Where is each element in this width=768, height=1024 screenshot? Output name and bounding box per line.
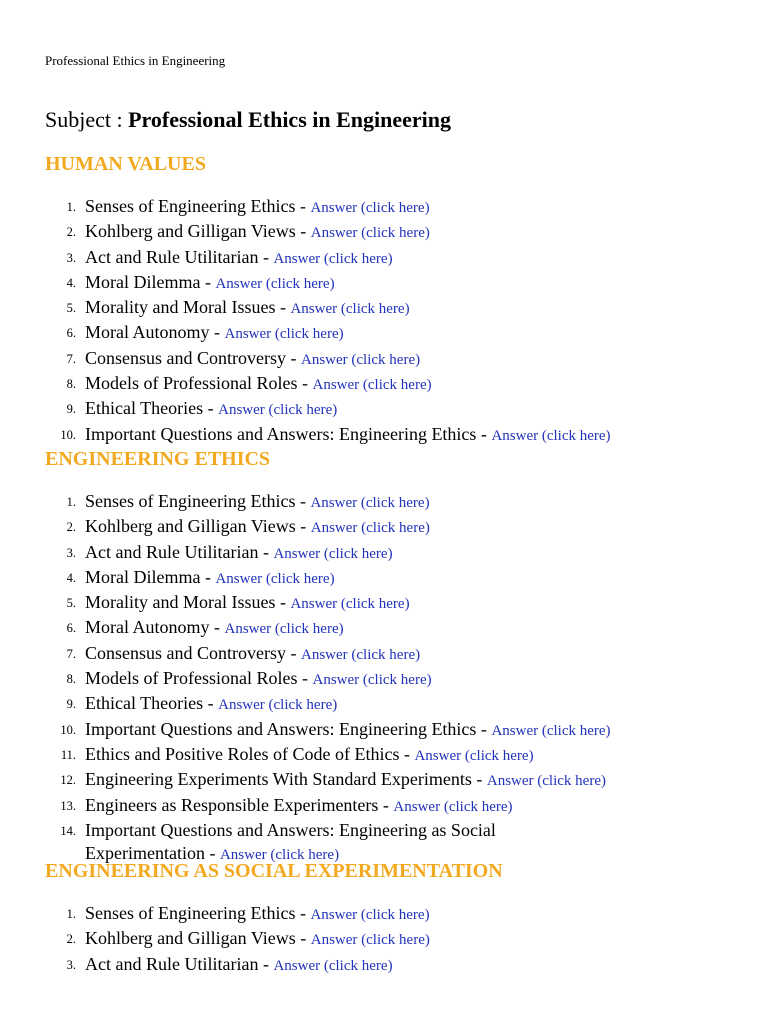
list-item-number: 10. xyxy=(60,427,76,442)
answer-link[interactable]: Answer (click here) xyxy=(312,672,432,689)
list-item-title: Important Questions and Answers: Engineering Ethics - xyxy=(85,718,492,739)
list-item xyxy=(0,195,768,220)
list-item-number: 2. xyxy=(66,932,76,947)
section-heading-human-values: HUMAN VALUES xyxy=(45,153,206,175)
answer-link[interactable]: Answer (click here) xyxy=(224,621,344,638)
list-item xyxy=(0,616,768,641)
list-item-number: 3. xyxy=(66,957,76,972)
list-item-title: Moral Dilemma - xyxy=(85,271,216,292)
list-item xyxy=(0,743,768,768)
answer-link[interactable]: Answer (click here) xyxy=(393,798,513,815)
list-item xyxy=(0,321,768,346)
answer-link[interactable]: Answer (click here) xyxy=(310,225,430,242)
list-item-title: Ethics and Positive Roles of Code of Ethics - xyxy=(85,743,415,764)
answer-link[interactable]: Answer (click here) xyxy=(218,402,338,419)
list-item-number: 2. xyxy=(66,520,76,535)
answer-link[interactable]: Answer (click here) xyxy=(215,570,335,587)
list-item-number: 1. xyxy=(66,200,76,214)
list-item-number: 7. xyxy=(66,646,76,661)
list-item-number: 12. xyxy=(60,773,76,788)
answer-link[interactable]: Answer (click here) xyxy=(491,722,611,739)
list-item-title: Important Questions and Answers: Engineering Ethics - xyxy=(85,423,492,444)
section-heading-engineering-as-social-experimentation: ENGINEERING AS SOCIAL EXPERIMENTATION xyxy=(45,860,503,882)
list-item-title: Engineering Experiments With Standard Experiments - xyxy=(85,769,487,790)
list-item-number: 3. xyxy=(66,545,76,560)
list-item xyxy=(0,220,768,245)
answer-link[interactable]: Answer (click here) xyxy=(218,697,338,714)
list-item-number: 3. xyxy=(66,250,76,265)
list-item-title: Engineers as Responsible Experimenters - xyxy=(85,794,394,815)
list-item-number: 1. xyxy=(66,495,76,509)
list-item-number: 1. xyxy=(66,907,76,921)
list-item-number: 8. xyxy=(66,672,76,687)
list-item-title: Models of Professional Roles - xyxy=(85,373,313,394)
list-item-title: Consensus and Controversy - xyxy=(85,642,301,663)
list-item xyxy=(0,692,768,717)
list-item-title: Morality and Moral Issues - xyxy=(85,592,291,613)
list-item xyxy=(0,372,768,397)
answer-link[interactable]: Answer (click here) xyxy=(310,200,430,216)
list-item-title: Act and Rule Utilitarian - xyxy=(85,246,274,267)
subject-name: Professional Ethics in Engineering xyxy=(128,107,452,132)
list-item-number: 6. xyxy=(66,621,76,636)
list-item-number: 4. xyxy=(66,570,76,585)
list-item xyxy=(0,768,768,793)
list-item-number: 4. xyxy=(66,275,76,290)
list-item-title: Act and Rule Utilitarian - xyxy=(85,541,274,562)
list-item xyxy=(0,246,768,271)
answer-link[interactable]: Answer (click here) xyxy=(300,351,421,368)
list-item-title: Kohlberg and Gilligan Views - xyxy=(85,516,311,537)
list-item xyxy=(0,902,768,927)
topic-list-engineering-ethics xyxy=(0,490,768,867)
list-item-number: 5. xyxy=(66,596,76,611)
list-item xyxy=(0,271,768,296)
list-item xyxy=(0,490,768,515)
answer-link[interactable]: Answer (click here) xyxy=(273,545,393,562)
topic-list-human-values xyxy=(0,195,768,448)
list-item-number: 9. xyxy=(66,697,76,712)
list-item-number: 7. xyxy=(66,351,76,366)
list-item-number: 13. xyxy=(60,798,76,813)
answer-link[interactable]: Answer (click here) xyxy=(300,646,421,663)
answer-link[interactable]: Answer (click here) xyxy=(310,932,430,949)
list-item xyxy=(0,718,768,743)
list-item-title: Act and Rule Utilitarian - xyxy=(85,953,274,974)
answer-link[interactable]: Answer (click here) xyxy=(219,847,340,864)
answer-link[interactable]: Answer (click here) xyxy=(310,520,430,537)
list-item xyxy=(0,642,768,667)
list-item xyxy=(0,397,768,422)
list-item-number: 2. xyxy=(66,225,76,240)
list-item-title: Kohlberg and Gilligan Views - xyxy=(85,221,311,242)
list-item-number: 8. xyxy=(66,377,76,392)
answer-link[interactable]: Answer (click here) xyxy=(312,377,432,394)
answer-link[interactable]: Answer (click here) xyxy=(310,907,430,923)
list-item xyxy=(0,296,768,321)
answer-link[interactable]: Answer (click here) xyxy=(215,275,335,292)
answer-link[interactable]: Answer (click here) xyxy=(290,596,410,613)
list-item-title: Morality and Moral Issues - xyxy=(85,297,291,318)
list-item xyxy=(0,591,768,616)
list-item-number: 6. xyxy=(66,326,76,341)
list-item xyxy=(0,953,768,978)
list-item xyxy=(0,566,768,591)
list-item-title: Senses of Engineering Ethics - xyxy=(85,491,311,511)
list-item xyxy=(0,927,768,952)
answer-link[interactable]: Answer (click here) xyxy=(414,747,534,764)
list-item-number: 9. xyxy=(66,402,76,417)
list-item-number: 14. xyxy=(60,823,76,838)
list-item xyxy=(0,667,768,692)
list-item xyxy=(0,515,768,540)
answer-link[interactable]: Answer (click here) xyxy=(273,957,393,974)
subject-line xyxy=(45,106,451,134)
list-item-title: Kohlberg and Gilligan Views - xyxy=(85,928,311,949)
list-item-title: Senses of Engineering Ethics - xyxy=(85,196,311,216)
list-item-title: Consensus and Controversy - xyxy=(85,347,301,368)
answer-link[interactable]: Answer (click here) xyxy=(290,301,410,318)
list-item-number: 10. xyxy=(60,722,76,737)
list-item xyxy=(0,794,768,819)
list-item xyxy=(0,541,768,566)
answer-link[interactable]: Answer (click here) xyxy=(310,495,430,511)
list-item-title: Moral Dilemma - xyxy=(85,566,216,587)
list-item xyxy=(0,347,768,372)
list-item xyxy=(0,423,768,448)
list-item-title: Important Questions and Answers: Engineering as Social Experimentation - xyxy=(85,819,496,864)
list-item-number: 11. xyxy=(60,747,76,762)
list-item-title: Moral Autonomy - xyxy=(85,322,225,343)
list-item-title: Moral Autonomy - xyxy=(85,617,225,638)
answer-link[interactable]: Answer (click here) xyxy=(486,773,606,790)
running-header: Professional Ethics in Engineering xyxy=(45,53,226,68)
answer-link[interactable]: Answer (click here) xyxy=(491,427,611,444)
list-item-title: Ethical Theories - xyxy=(85,398,219,419)
subject-prefix: Subject : xyxy=(45,107,129,132)
list-item-title: Models of Professional Roles - xyxy=(85,668,313,689)
list-item-title: Senses of Engineering Ethics - xyxy=(85,903,311,923)
topic-list-engineering-as-social-experimentation xyxy=(0,902,768,978)
answer-link[interactable]: Answer (click here) xyxy=(224,326,344,343)
list-item-number: 5. xyxy=(66,301,76,316)
answer-link[interactable]: Answer (click here) xyxy=(273,250,393,267)
section-heading-engineering-ethics: ENGINEERING ETHICS xyxy=(45,448,271,470)
list-item-title: Ethical Theories - xyxy=(85,693,219,714)
